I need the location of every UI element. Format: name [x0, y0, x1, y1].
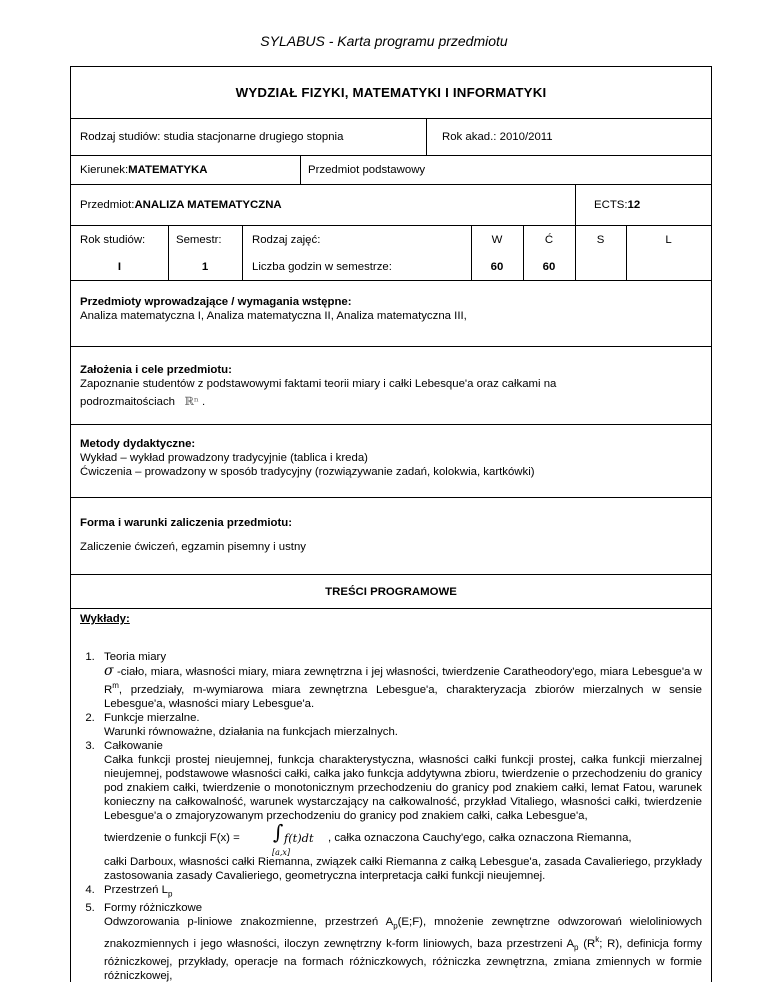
prereq-text: Analiza matematyczna I, Analiza matematyczna II, Analiza matematyczna III,: [80, 310, 467, 322]
sigma-symbol: σ: [104, 663, 114, 679]
lectures: [71, 609, 711, 982]
assessment: [71, 498, 711, 575]
topic-3-title: 3. Całkowanie: [104, 739, 163, 752]
lectures-heading: Wykłady:: [80, 613, 130, 625]
study-row: [71, 119, 711, 156]
header-w: W: [491, 233, 503, 246]
integrand: f(t)dt: [284, 830, 314, 845]
subject-type: Przedmiot podstawowy: [308, 164, 426, 176]
topic-1: [98, 650, 702, 711]
topic-2: [98, 711, 702, 739]
topic-3-body-b: całki Darboux, własności całki Riemanna, związek całki Riemanna z całką Lebesgue'a, zasada Cavalieriego, przykłady zastosowania zasady Cavalieriego, geometryczna interpretacja całki funkcji nieujemnej.: [104, 855, 702, 882]
syllabus-card: [70, 66, 712, 982]
header-l: L: [665, 233, 672, 246]
ects-value: 12: [627, 199, 641, 211]
prerequisites: [71, 281, 711, 347]
topic-1-body: σ -ciało, miara, własności miary, miara zewnętrzna i jej własności, twierdzenie Caratheodory'ego, miara Lebesgue'a w $R^m$, przedziały, m-wymiarowa miara zewnętrzna Lebesgue'a, charakteryzacja zbiorów mierzalnych w sensie Lebesgue'a, własności miary Lebesgue'a.: [104, 663, 702, 710]
faculty-name: WYDZIAŁ FIZYKI, MATEMATYKI I INFORMATYKI: [71, 67, 711, 119]
assessment-text: Zaliczenie ćwiczeń, egzamin pisemny i ustny: [80, 541, 307, 553]
formula-suffix: , całka oznaczona Cauchy'ego, całka oznaczona Riemanna,: [328, 831, 632, 844]
topic-1-title: 1. Teoria miary: [104, 651, 167, 663]
direction-label: Kierunek:: [80, 164, 129, 176]
academic-year: Rok akad.: 2010/2011: [442, 131, 553, 143]
ects-label: ECTS:: [594, 199, 628, 211]
header-c: Ć: [544, 233, 554, 246]
goals: [71, 347, 711, 425]
hours-table: [71, 226, 711, 281]
value-hours-label: Liczba godzin w semestrze:: [252, 260, 392, 273]
header-s: S: [596, 233, 605, 246]
goals-line2: podrozmaitościach ℝⁿ .: [80, 394, 206, 408]
integral-formula-line: [104, 819, 702, 857]
hours-header-row: [71, 226, 711, 253]
hours-value-row: [71, 253, 711, 280]
topic-5-body: Odwzorowania p-liniowe znakozmienne, przestrzeń $A_p(E;F)$, mnożenie zewnętrzne odwzorowań wieloliniowych znakozmiennych i jego własności, iloczyn zewnętrzny k-form liniowych, baza przestrzeni $A_p$ ($R^k$; R), definicja formy różniczkowej, przykłady, operacje na formach różniczkowych, różniczka zewnętrzna, zmiana zmiennych w formie różniczkowej,: [104, 916, 702, 983]
topic-3: [98, 739, 702, 883]
real-space-symbol: ℝⁿ: [184, 394, 199, 408]
topic-list: [80, 650, 702, 983]
header-year: Rok studiów:: [80, 233, 146, 246]
header-class-type: Rodzaj zajęć:: [252, 233, 321, 246]
methods-line1: Wykład – wykład prowadzony tradycyjnie (tablica i kreda): [80, 452, 368, 464]
methods-heading: Metody dydaktyczne:: [80, 438, 196, 450]
topic-2-body: Warunki równoważne, działania na funkcjach mierzalnych.: [104, 725, 398, 738]
formula-prefix: twierdzenie o funkcji F(x) =: [104, 831, 240, 844]
subject: [80, 185, 282, 225]
integral-limits: [a,x]: [272, 847, 291, 857]
subject-value: ANALIZA MATEMATYCZNA: [134, 199, 282, 211]
subject-label: Przedmiot:: [80, 199, 135, 211]
subject-row: [71, 185, 711, 226]
topic-2-title: 2. Funkcje mierzalne.: [104, 711, 200, 724]
direction: [80, 156, 207, 184]
program-heading: TREŚCI PROGRAMOWE: [71, 575, 711, 609]
topic-4: 4. Przestrzeń $L_p$: [98, 883, 702, 901]
direction-row: [71, 156, 711, 185]
topic-5-title: 5. Formy różniczkowe: [104, 902, 203, 915]
value-semester: 1: [201, 260, 209, 273]
integral-sign: ∫: [273, 819, 284, 844]
direction-value: MATEMATYKA: [128, 164, 208, 176]
header-semester: Semestr:: [176, 233, 222, 246]
topic-3-body-a: Całka funkcji prostej nieujemnej, funkcja charakterystyczna, własności całki funkcji prostej, całka funkcji mierzalnej nieujemnej, podstawowe własności całki, całka jako funkcja addytywna zbioru, twierdzenie o przechodzeniu do granicy pod znakiem całki, twierdzenie o monotonicznym przechodzeniu do granicy pod znakiem całki, lemat Fatou, warunek konieczny na całkowalność, warunek wystarczający na całkowalność, przykład Vitaliego, własności całki, twierdzenie Lebesgue'a o zmajoryzowanym przechodzeniu do granicy pod znakiem całki, całka Lebesgue'a,: [104, 753, 702, 822]
topic-4-title: Przestrzeń L: [104, 883, 168, 896]
assessment-heading: Forma i warunki zaliczenia przedmiotu:: [80, 517, 293, 529]
topic-5: [98, 901, 702, 983]
value-w: 60: [490, 260, 504, 273]
value-c: 60: [542, 260, 556, 273]
page-title: SYLABUS - Karta programu przedmiotu: [260, 33, 508, 49]
goals-heading: Założenia i cele przedmiotu:: [80, 364, 232, 376]
value-year: I: [117, 260, 122, 273]
goals-line1: Zapoznanie studentów z podstawowymi faktami teorii miary i całki Lebesque'a oraz całkami na: [80, 378, 557, 390]
study-type: Rodzaj studiów: studia stacjonarne drugiego stopnia: [80, 131, 344, 143]
methods: [71, 425, 711, 498]
methods-line2: Ćwiczenia – prowadzony w sposób tradycyjny (rozwiązywanie zadań, kolokwia, kartkówki): [80, 466, 535, 478]
ects: [594, 185, 640, 225]
value-s: [575, 253, 626, 280]
value-l: [626, 253, 711, 280]
prereq-heading: Przedmioty wprowadzające / wymagania wstępne:: [80, 296, 352, 308]
